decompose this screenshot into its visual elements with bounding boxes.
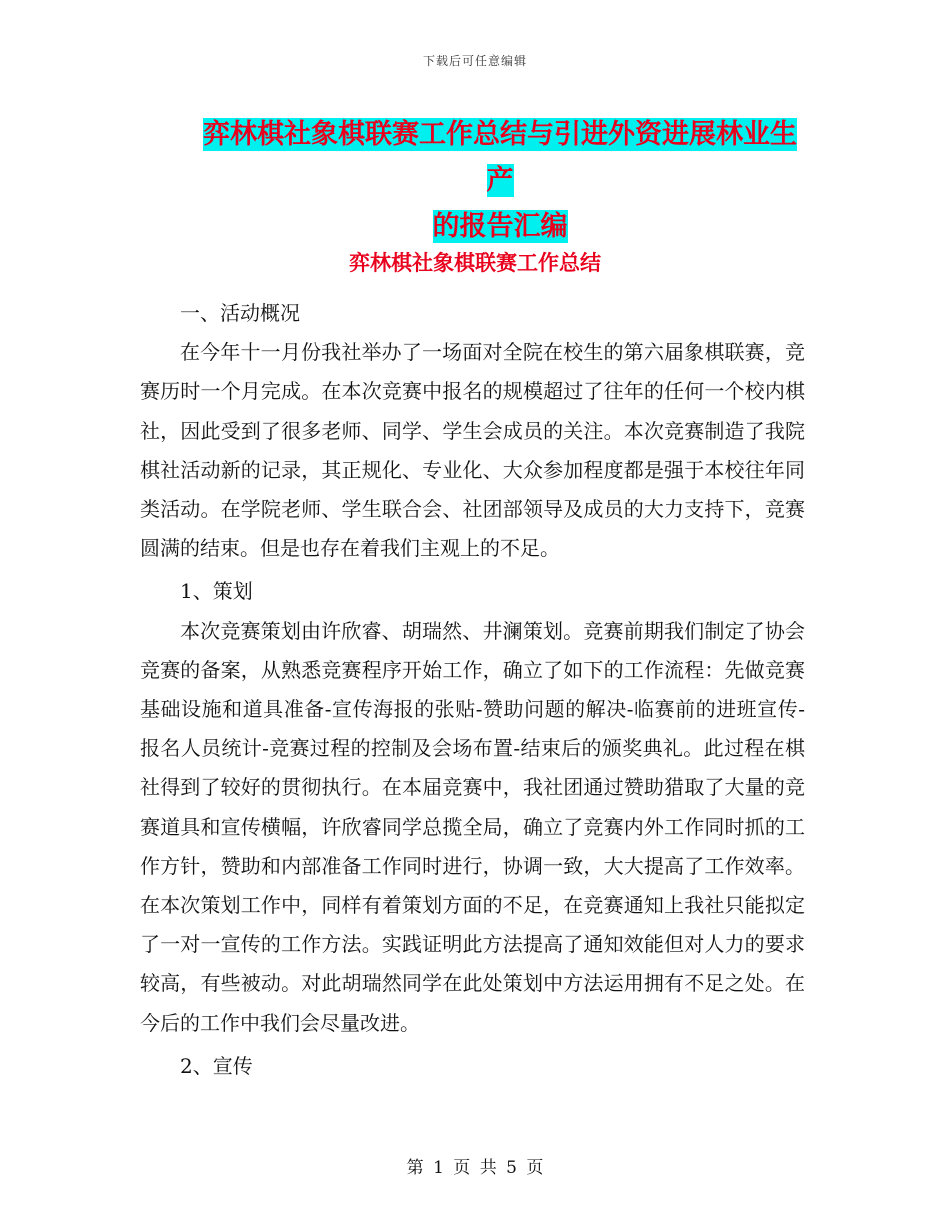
section-title: 弈林棋社象棋联赛工作总结 [349, 251, 601, 275]
heading-planning: 1、策划 [180, 579, 253, 604]
paragraph-overview: 在今年十一月份我社举办了一场面对全院在校生的第六届象棋联赛，竞赛历时一个月完成。在本次竞赛中报名的规模超过了往年的任何一个校内棋社，因此受到了很多老师、同学、学生会成员的关注。本次竞赛制造了我院棋社活动新的记录，其正规化、专业化、大众参加程度都是强于本校往年同类活动。在学院老师、学生联合会、社团部领导及成员的大力支持下，竞赛圆满的结束。但是也存在着我们主观上的不足。 [140, 340, 805, 561]
document-title-line2: 的报告汇编 [432, 211, 568, 242]
page-number-footer: 第 1 页 共 5 页 [406, 1158, 544, 1178]
heading-activity-overview: 一、活动概况 [180, 301, 300, 325]
document-title [190, 112, 810, 250]
heading-publicity: 2、宣传 [180, 1053, 253, 1078]
page-header-note: 下载后可任意编辑 [422, 54, 527, 68]
paragraph-planning: 本次竞赛策划由许欣睿、胡瑞然、井澜策划。竞赛前期我们制定了协会竞赛的备案，从熟悉竞赛程序开始工作，确立了如下的工作流程：先做竞赛基础设施和道具准备-宣传海报的张贴-赞助问题的解决-临赛前的进班宣传-报名人员统计-竞赛过程的控制及会场布置-结束后的颁奖典礼。此过程在棋社得到了较好的贯彻执行。在本届竞赛中，我社团通过赞助猎取了大量的竞赛道具和宣传横幅，许欣睿同学总揽全局，确立了竞赛内外工作同时抓的工作方针，赞助和内部准备工作同时进行，协调一致，大大提高了工作效率。在本次策划工作中，同样有着策划方面的不足，在竞赛通知上我社只能拟定了一对一宣传的工作方法。实践证明此方法提高了通知效能但对人力的要求较高，有些被动。对此胡瑞然同学在此处策划中方法运用拥有不足之处。在今后的工作中我们会尽量改进。 [140, 618, 805, 1035]
document-title-line1: 弈林棋社象棋联赛工作总结与引进外资进展林业生产 [203, 119, 797, 196]
document-body [140, 290, 805, 1086]
